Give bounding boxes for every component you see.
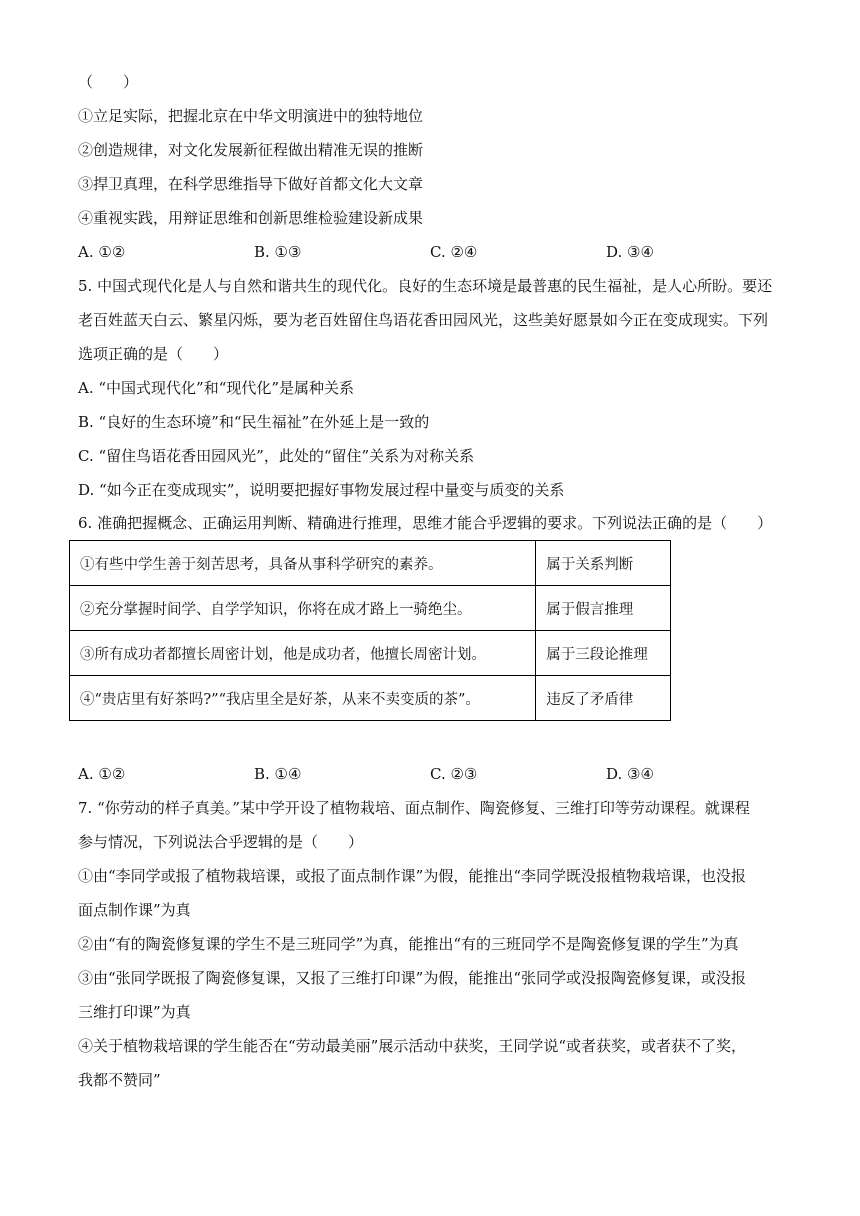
q4-item-3: ③捍卫真理，在科学思维指导下做好首都文化大文章: [78, 175, 424, 193]
q5-stem-line-1: 5. 中国式现代化是人与自然和谐共生的现代化。良好的生态环境是最普惠的民生福祉，是人心所盼。要还: [78, 277, 773, 295]
q6-option-b[interactable]: B. ①④: [254, 765, 302, 783]
q6-stem: 6. 准确把握概念、正确运用判断、精确进行推理，思维才能合乎逻辑的要求。下列说法正确的是（ ）: [78, 514, 773, 532]
q6-options: [78, 764, 798, 784]
q4-options: [78, 242, 798, 262]
q4-option-c[interactable]: C. ②④: [430, 243, 478, 261]
q5-stem-line-2: 老百姓蓝天白云、繁星闪烁，要为老百姓留住鸟语花香田园风光，这些美好愿景如今正在变成现实。下列: [78, 311, 769, 329]
q7-item-1-line-1: ①由“李同学或报了植物栽培课，或报了面点制作课”为假，能推出“李同学既没报植物栽培课，也没报: [78, 867, 747, 885]
q7-item-1-line-2: 面点制作课”为真: [78, 901, 191, 919]
q5-option-c[interactable]: C. “留住鸟语花香田园风光”，此处的“留住”关系为对称关系: [78, 447, 475, 465]
q4-item-2: ②创造规律，对文化发展新征程做出精准无误的推断: [78, 141, 424, 159]
q7-stem-line-1: 7. “你劳动的样子真美。”某中学开设了植物栽培、面点制作、陶瓷修复、三维打印等劳动课程。就课程: [78, 799, 750, 817]
q7-stem-line-2: 参与情况，下列说法合乎逻辑的是（ ）: [78, 833, 364, 851]
q5-option-b[interactable]: B. “良好的生态环境”和“民生福祉”在外延上是一致的: [78, 413, 430, 431]
q6-option-c[interactable]: C. ②③: [430, 765, 478, 783]
q5-stem-line-3: 选项正确的是（ ）: [78, 345, 229, 363]
q7-item-3-line-1: ③由“张同学既报了陶瓷修复课，又报了三维打印课”为假，能推出“张同学或没报陶瓷修复课，或没报: [78, 969, 747, 987]
q7-item-2: ②由“有的陶瓷修复课的学生不是三班同学”为真，能推出“有的三班同学不是陶瓷修复课的学生”为真: [78, 935, 739, 953]
q6-judgement-1: 属于关系判断: [536, 541, 671, 586]
q6-option-d[interactable]: D. ③④: [606, 765, 654, 783]
q4-item-1: ①立足实际，把握北京在中华文明演进中的独特地位: [78, 107, 424, 125]
table-row: [70, 676, 671, 721]
q6-judgement-4: 违反了矛盾律: [536, 676, 671, 721]
q6-statement-4: ④“贵店里有好茶吗?”“我店里全是好茶，从来不卖变质的茶”。: [70, 676, 536, 721]
q6-statement-2: ②充分掌握时间学、自学学知识，你将在成才路上一骑绝尘。: [70, 586, 536, 631]
q6-table: [69, 540, 671, 721]
q6-statement-3: ③所有成功者都擅长周密计划，他是成功者，他擅长周密计划。: [70, 631, 536, 676]
q4-answer-paren: （ ）: [78, 73, 139, 91]
table-row: [70, 631, 671, 676]
q6-option-a[interactable]: A. ①②: [78, 765, 126, 783]
q6-judgement-3: 属于三段论推理: [536, 631, 671, 676]
q5-option-d[interactable]: D. “如今正在变成现实”，说明要把握好事物发展过程中量变与质变的关系: [78, 481, 565, 499]
table-row: [70, 541, 671, 586]
q6-judgement-2: 属于假言推理: [536, 586, 671, 631]
table-row: [70, 586, 671, 631]
q7-item-4-line-1: ④关于植物栽培课的学生能否在“劳动最美丽”展示活动中获奖，王同学说“或者获奖，或者获不了奖，: [78, 1037, 747, 1055]
q4-option-a[interactable]: A. ①②: [78, 243, 126, 261]
q6-statement-1: ①有些中学生善于刻苦思考，具备从事科学研究的素养。: [70, 541, 536, 586]
q7-item-3-line-2: 三维打印课”为真: [78, 1003, 191, 1021]
q7-item-4-line-2: 我都不赞同”: [78, 1071, 161, 1089]
q4-item-4: ④重视实践，用辩证思维和创新思维检验建设新成果: [78, 209, 424, 227]
q4-option-b[interactable]: B. ①③: [254, 243, 302, 261]
q4-option-d[interactable]: D. ③④: [606, 243, 654, 261]
q5-option-a[interactable]: A. “中国式现代化”和“现代化”是属种关系: [78, 379, 355, 397]
